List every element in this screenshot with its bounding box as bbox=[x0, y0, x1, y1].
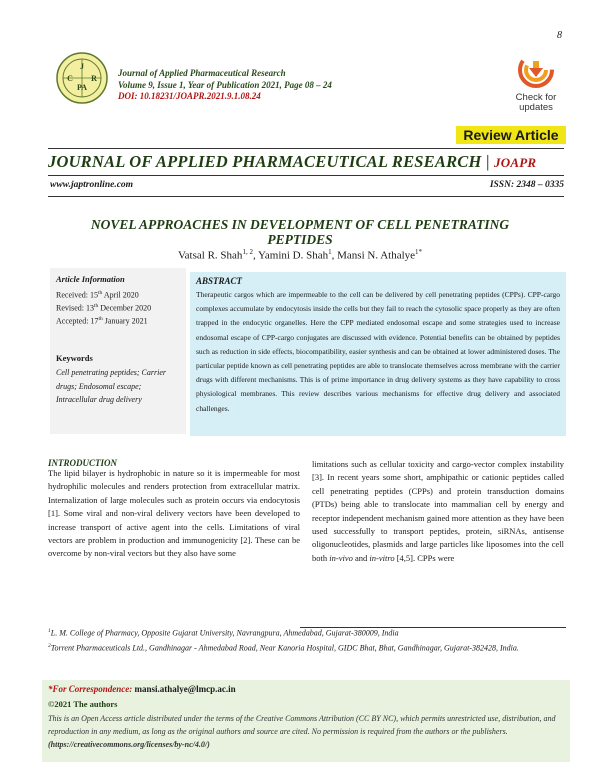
logo-letter-left: C bbox=[67, 74, 73, 83]
revised-date bbox=[56, 301, 151, 314]
page-number: 8 bbox=[557, 30, 562, 41]
footnote-sup: 2 bbox=[48, 643, 51, 649]
license-text bbox=[48, 712, 570, 751]
accepted-sup: th bbox=[98, 316, 103, 322]
keywords-list: Cell penetrating peptides; Carrier drugs; Endosomal escape; Intracellular drug delivery bbox=[56, 368, 166, 404]
introduction-column-right bbox=[312, 458, 564, 565]
check-for-updates-badge[interactable] bbox=[508, 52, 564, 113]
footnote-affiliation-1 bbox=[48, 625, 568, 640]
intro-text: limitations such as cellular toxicity and cargo-vector complex instability [3]. In recent years some short, amphipathic or cationic peptides called cell penetrating peptides (CPPs) and protein transduction domains (PTDs) being able to translocate into mammalian cell by energy and receptor independent mechanism gained more attention as they have been used successfully to transport peptides, protein, siRNAs, antisense oligonucleotides, plasmids and large particles like liposomes into the cell both bbox=[312, 459, 564, 563]
journal-logo bbox=[56, 52, 108, 104]
footnote-affiliation-2 bbox=[48, 640, 568, 655]
article-info-heading: Article Information bbox=[56, 274, 125, 284]
header-rule-top bbox=[48, 148, 564, 149]
received-date bbox=[56, 288, 139, 301]
revised-rest: December 2020 bbox=[98, 303, 152, 313]
accepted-date bbox=[56, 314, 148, 327]
accepted-label: Accepted: 17 bbox=[56, 316, 99, 326]
correspondence-label: *For Correspondence: bbox=[48, 684, 133, 694]
header-rule-middle bbox=[48, 175, 564, 176]
correspondence-email[interactable]: mansi.athalye@lmcp.ac.in bbox=[134, 684, 236, 694]
journal-info-line1: Journal of Applied Pharmaceutical Research bbox=[118, 68, 286, 78]
author-separator: , bbox=[331, 249, 338, 262]
article-type-badge: Review Article bbox=[456, 126, 566, 144]
journal-website-link[interactable]: www.japtronline.com bbox=[50, 180, 134, 190]
logo-letter-top: J bbox=[80, 62, 84, 71]
license-body: This is an Open Access article distributed under the terms of the Creative Commons Attribution (CC BY NC), which permits unrestricted use, distribution, and reproduction in any medium, as long as the original authors and source are cited. No permission is required from the authors or the publishers. bbox=[48, 714, 556, 736]
keywords-heading: Keywords bbox=[56, 353, 93, 363]
received-rest: April 2020 bbox=[102, 290, 139, 300]
journal-info-line2: Volume 9, Issue 1, Year of Publication 2021, Page 08 – 24 bbox=[118, 79, 332, 90]
journal-title-separator: | bbox=[485, 152, 490, 171]
check-updates-icon bbox=[518, 52, 554, 88]
intro-invivo: in-vivo bbox=[329, 552, 353, 563]
footnote-text: Torrent Pharmaceuticals Ltd., Gandhinagar - Ahmedabad Road, Near Kanoria Hospital, GIDC Bhat, Bhat, Gandhinagar, Gujarat-382428, India. bbox=[50, 643, 519, 653]
journal-title-main: JOURNAL OF APPLIED PHARMACEUTICAL RESEARCH bbox=[48, 152, 482, 171]
issn: ISSN: 2348 – 0335 bbox=[489, 180, 564, 190]
journal-title bbox=[48, 152, 568, 172]
journal-info bbox=[118, 68, 332, 103]
author-name: Mansi N. Athalye bbox=[337, 249, 416, 262]
check-updates-line1: Check for bbox=[515, 92, 557, 103]
correspondence bbox=[48, 684, 236, 694]
abstract-text: Therapeutic cargos which are impermeable to the cell can be delivered by cell penetrating peptides (CPPs). CPP-cargo complexes accumulate by endocytosis inside the cells but they fail to reach the cytosolic space properly as they are often trapped in the endocytic organelles. Here the CPP mediated endosomal escape and some strategies used to increase endosomal escape of CPP-cargo conjugates are discussed with evidence. Potential benefits can be obtained by peptides such as reduction in side effects, biocompatibility, easier synthesis and can be obtained at lower administered doses. The particular peptide known as cell penetrating peptides are able to translocate themselves across membrane with the carrier drugs with different mechanisms. This is of prime importance in drug delivery systems as they have capability to cross physiological membranes. This review describes various mechanisms for effective drug delivery and associated challenges. bbox=[196, 290, 560, 413]
author-affiliation: 1 bbox=[328, 248, 332, 256]
copyright: ©2021 The authors bbox=[48, 699, 118, 709]
received-sup: th bbox=[97, 290, 103, 296]
footnote-text: L. M. College of Pharmacy, Opposite Gujarat University, Navrangpura, Ahmedabad, Gujarat-380009, India bbox=[50, 628, 399, 638]
logo-letter-center: PA bbox=[76, 83, 88, 92]
paper-title: NOVEL APPROACHES IN DEVELOPMENT OF CELL PENETRATING PEPTIDES bbox=[90, 217, 510, 247]
author-affiliation: 1, 2 bbox=[242, 248, 253, 256]
accepted-rest: January 2021 bbox=[102, 316, 148, 326]
received-label: Received: 15 bbox=[56, 290, 98, 300]
license-link[interactable]: (https://creativecommons.org/licenses/by-nc/4.0/) bbox=[48, 740, 210, 749]
intro-text-and: and bbox=[352, 552, 370, 563]
revised-label: Revised: 13 bbox=[56, 303, 94, 313]
journal-title-abbr: JOAPR bbox=[494, 155, 537, 170]
logo-letter-right: R bbox=[91, 74, 97, 83]
intro-text-end: [4,5]. CPPs were bbox=[394, 552, 455, 563]
footnote-sup: 1 bbox=[48, 628, 51, 634]
intro-invitro: in-vitro bbox=[369, 552, 395, 563]
author-separator: , bbox=[252, 249, 259, 262]
author-affiliation: 1* bbox=[415, 248, 423, 256]
check-updates-line2: updates bbox=[519, 102, 553, 113]
author-name: Yamini D. Shah bbox=[258, 249, 329, 262]
introduction-heading: INTRODUCTION bbox=[48, 458, 118, 468]
author-list bbox=[80, 248, 520, 262]
header-rule-bottom bbox=[48, 196, 564, 197]
introduction-column-left: The lipid bilayer is hydrophobic in nature so it is impermeable for most hydrophilic molecules and renders protection from extracellular matrix. Internalization of large molecules such as protein occurs via endocytosis [1]. Some viral and non-viral delivery vectors have been developed to increase transport of active agent into the cells. Limitations of viral vectors are problem in production and immunogenicity [2]. These can be overcome by non-viral vectors but they also have some bbox=[48, 468, 300, 559]
doi-link[interactable]: DOI: 10.18231/JOAPR.2021.9.1.08.24 bbox=[118, 91, 261, 101]
author-name: Vatsal R. Shah bbox=[177, 249, 243, 262]
revised-sup: th bbox=[94, 303, 99, 309]
abstract-heading: ABSTRACT bbox=[196, 276, 243, 286]
